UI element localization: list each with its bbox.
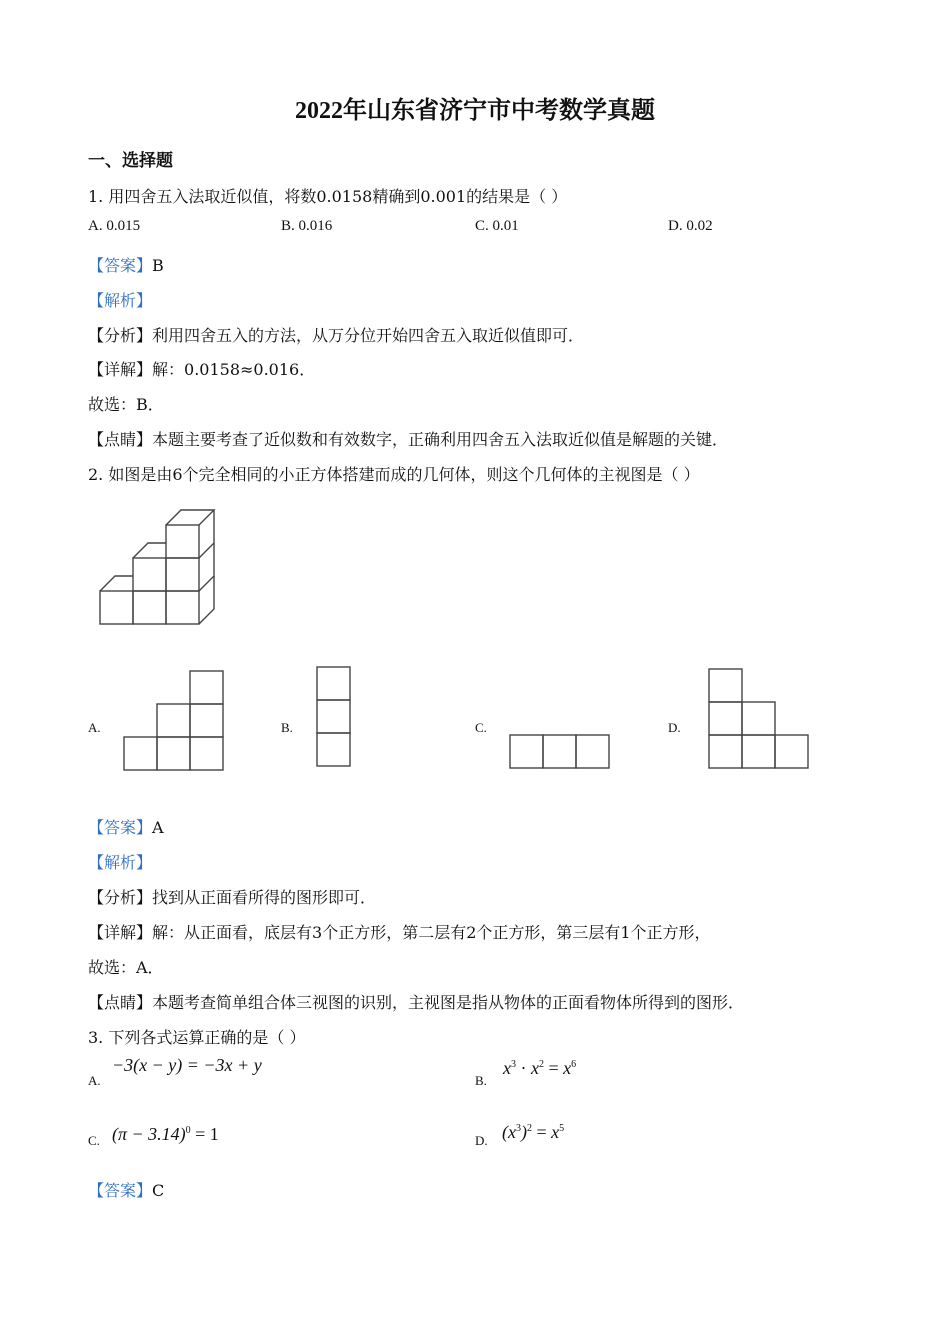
q3-option-c-label: C. bbox=[88, 1133, 100, 1148]
q2-option-c-figure bbox=[509, 734, 611, 770]
q1-option-c: C. 0.01 bbox=[475, 218, 519, 234]
q3-option-b-label: B. bbox=[475, 1073, 487, 1088]
q2-option-d-label: D. bbox=[668, 720, 681, 735]
q2-option-b-label: B. bbox=[281, 720, 293, 735]
q1-option-b: B. 0.016 bbox=[281, 218, 333, 234]
q2-option-b-figure bbox=[316, 666, 352, 768]
q3-answer: 【答案】C bbox=[88, 1181, 165, 1200]
q3-option-d-formula: $(x^3)^2 = x^5$ bbox=[502, 1122, 565, 1142]
q2-analysis-tag: 【解析】 bbox=[88, 853, 153, 872]
q2-option-a-label: A. bbox=[88, 720, 101, 735]
q2-xiangjie: 【详解】解：从正面看，底层有3个正方形，第二层有2个正方形，第三层有1个正方形， bbox=[88, 923, 711, 942]
q1-option-d: D. 0.02 bbox=[668, 218, 713, 234]
q3-option-a-label: A. bbox=[88, 1073, 101, 1088]
q2-fenxi: 【分析】找到从正面看所得的图形即可． bbox=[88, 888, 377, 907]
q1-option-a: A. 0.015 bbox=[88, 218, 141, 234]
q1-choice: 故选：B． bbox=[88, 395, 164, 414]
q3-option-d-label: D. bbox=[475, 1133, 488, 1148]
q1-dianjing: 【点睛】本题主要考查了近似数和有效数字，正确利用四舍五入法取近似值是解题的关键． bbox=[88, 430, 729, 449]
section-heading: 一、选择题 bbox=[88, 151, 173, 171]
q1-fenxi: 【分析】利用四舍五入的方法，从万分位开始四舍五入取近似值即可． bbox=[88, 326, 585, 345]
q2-stem: 2. 如图是由6个完全相同的小正方体搭建而成的几何体，则这个几何体的主视图是（ ） bbox=[88, 465, 700, 484]
q1-xiangjie: 【详解】解：0.0158≈0.016． bbox=[88, 360, 316, 379]
q2-dianjing: 【点睛】本题考查简单组合体三视图的识别，主视图是指从物体的正面看物体所得到的图形． bbox=[88, 993, 745, 1012]
q2-option-a-figure bbox=[122, 670, 224, 772]
q1-analysis-tag: 【解析】 bbox=[88, 291, 153, 310]
q2-answer: 【答案】A bbox=[88, 818, 164, 837]
q1-stem: 1. 用四舍五入法取近似值，将数0.0158精确到0.001的结果是（ ） bbox=[88, 187, 568, 206]
q2-choice: 故选：A． bbox=[88, 958, 164, 977]
cube-solid-figure bbox=[95, 505, 220, 630]
q1-answer: 【答案】B bbox=[88, 256, 164, 275]
q2-option-d-figure bbox=[708, 668, 810, 770]
q2-option-c-label: C. bbox=[475, 720, 487, 735]
q3-option-c-formula: $(\pi - 3.14)^0 = 1$ bbox=[112, 1124, 219, 1144]
q3-option-b-formula: $x^3 \cdot x^2 = x^6$ bbox=[503, 1058, 577, 1078]
page-title: 2022年山东省济宁市中考数学真题 bbox=[295, 98, 655, 124]
q3-option-a-formula: −3(x − y) = −3x + y bbox=[112, 1055, 262, 1075]
q3-stem: 3. 下列各式运算正确的是（ ） bbox=[88, 1028, 306, 1047]
